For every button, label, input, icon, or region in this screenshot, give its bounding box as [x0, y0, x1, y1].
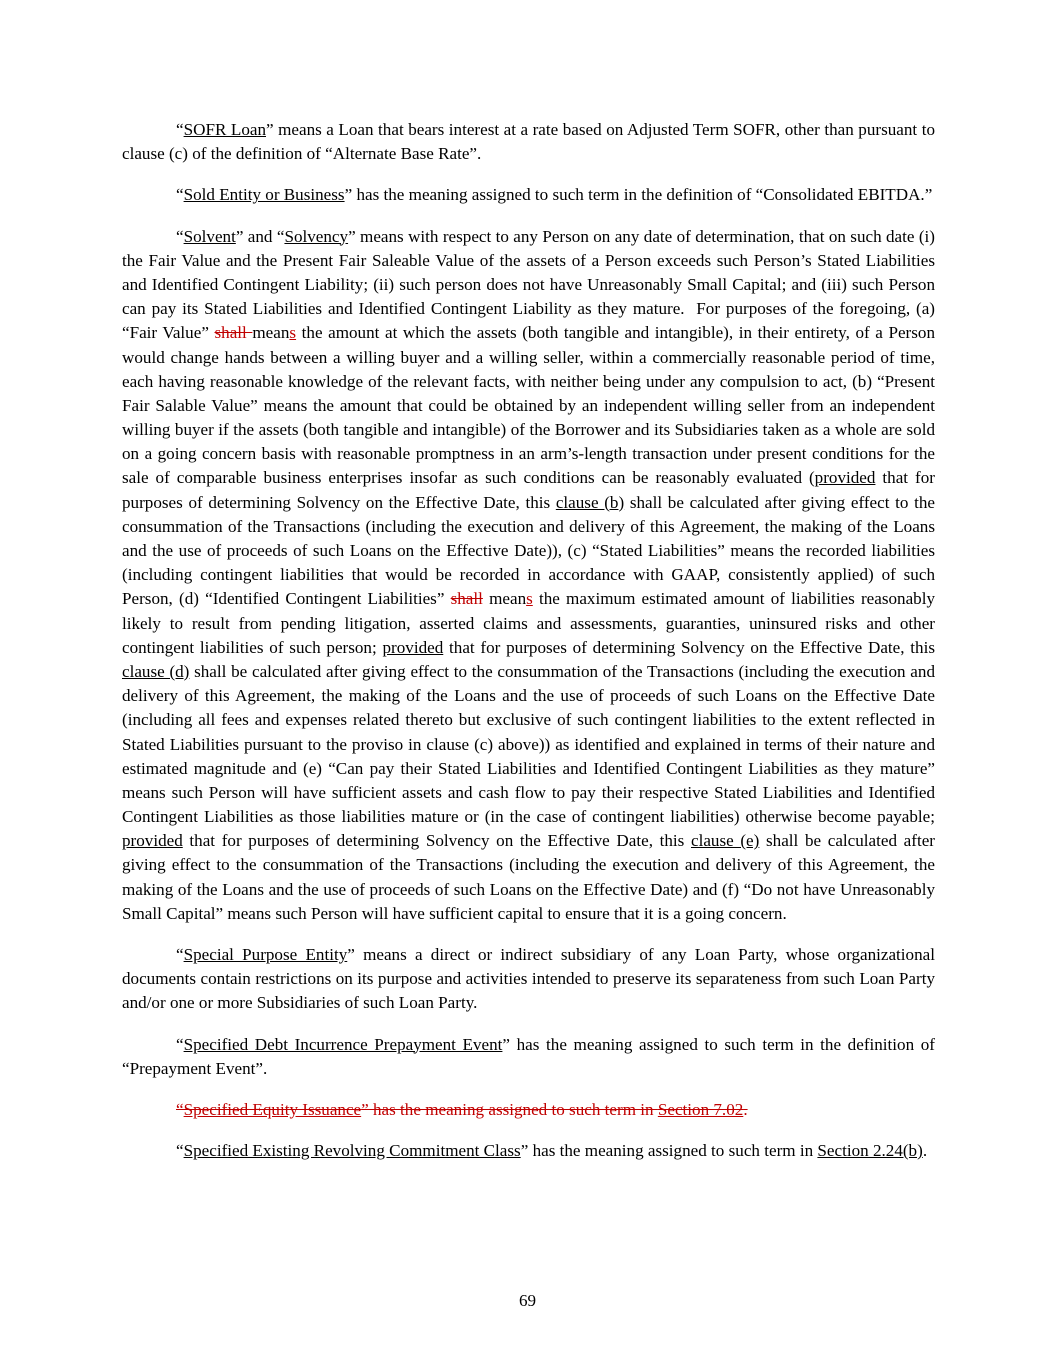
definition-paragraph-specified-equity-issuance-deleted: “Specified Equity Issuance” has the meaning assigned to such term in Section 7.02. — [176, 1099, 748, 1119]
definition-paragraph-special-purpose-entity: “Special Purpose Entity” means a direct or indirect subsidiary of any Loan Party, whose organizational documents contain restrictions on its purpose and activities intended to preserve its separateness from such Loan Party and/or one or more Subsidiaries of such Loan Party. — [122, 945, 935, 1013]
definition-paragraph-solvent-solvency: “Solvent” and “Solvency” means with respect to any Person on any date of determination, that on such date (i) the Fair Value and the Present Fair Saleable Value of the assets of a Person exceeds such Person’s Stated Liabilities and Identified Contingent Liability; (ii) such person does not have Unreasonably Small Capital; and (iii) such Person can pay its Stated Liabilities and Identified Contingent Liability as they mature. For purposes of the foregoing, (a) “Fair Value” shall means the amount at which the assets (both tangible and intangible), in their entirety, of a Person would change hands between a willing buyer and a willing seller, within a commercially reasonable period of time, each having reasonable knowledge of the relevant facts, with neither being under any compulsion to act, (b) “Present Fair Salable Value” means the amount that could be obtained by an independent willing seller from an independent willing buyer if the assets (both tangible and intangible) of the Borrower and its Subsidiaries taken as a whole are sold on a going concern basis with reasonable promptness in an arm’s-length transaction under present conditions for the sale of comparable business enterprises insofar as such conditions can be reasonably evaluated (provided that for purposes of determining Solvency on the Effective Date, this clause (b) shall be calculated after giving effect to the consummation of the Transactions (including the execution and delivery of this Agreement, the making of the Loans and the use of proceeds of such Loans on the Effective Date)), (c) “Stated Liabilities” means the recorded liabilities (including contingent liabilities that would be recorded in accordance with GAAP, consistently applied) of such Person, (d) “Identified Contingent Liabilities” shall means the maximum estimated amount of liabilities reasonably likely to result from pending litigation, asserted claims and assessments, guaranties, uninsured risks and other contingent liabilities of such person; provided that for purposes of determining Solvency on the Effective Date, this clause (d) shall be calculated after giving effect to the consummation of the Transactions (including the execution and delivery of this Agreement, the making of the Loans and the use of proceeds of such Loans on the Effective Date (including all fees and expenses related thereto but exclusive of such contingent liabilities to the extent reflected in Stated Liabilities pursuant to the proviso in clause (c) above)) as identified and explained in terms of their nature and estimated magnitude and (e) “Can pay their Stated Liabilities and Identified Contingent Liabilities as they mature” means such Person will have sufficient assets and cash flow to pay their respective Stated Liabilities and Identified Contingent Liabilities as those liabilities mature or (in the case of contingent liabilities) otherwise become payable; provided that for purposes of determining Solvency on the Effective Date, this clause (e) shall be calculated after giving effect to the consummation of the Transactions (including the execution and delivery of this Agreement, the making of the Loans and the use of proceeds of such Loans on the Effective Date) and (f) “Do not have Unreasonably Small Capital” means such Person will have sufficient capital to ensure that it is a going concern. — [122, 226, 936, 923]
page-number: 69 — [518, 1291, 537, 1310]
definition-paragraph-sold-entity-or-business: “Sold Entity or Business” has the meaning assigned to such term in the definition of “Consolidated EBITDA.” — [176, 185, 933, 205]
definition-paragraph-sofr-loan: “SOFR Loan” means a Loan that bears interest at a rate based on Adjusted Term SOFR, other than pursuant to clause (c) of the definition of “Alternate Base Rate”. — [122, 120, 935, 164]
definition-paragraph-specified-debt-incurrence-prepayment-event: “Specified Debt Incurrence Prepayment Event” has the meaning assigned to such term in the definition of “Prepayment Event”. — [122, 1034, 935, 1078]
definition-paragraph-specified-existing-revolving-commitment-class: “Specified Existing Revolving Commitment Class” has the meaning assigned to such term in Section 2.24(b). — [176, 1141, 928, 1161]
